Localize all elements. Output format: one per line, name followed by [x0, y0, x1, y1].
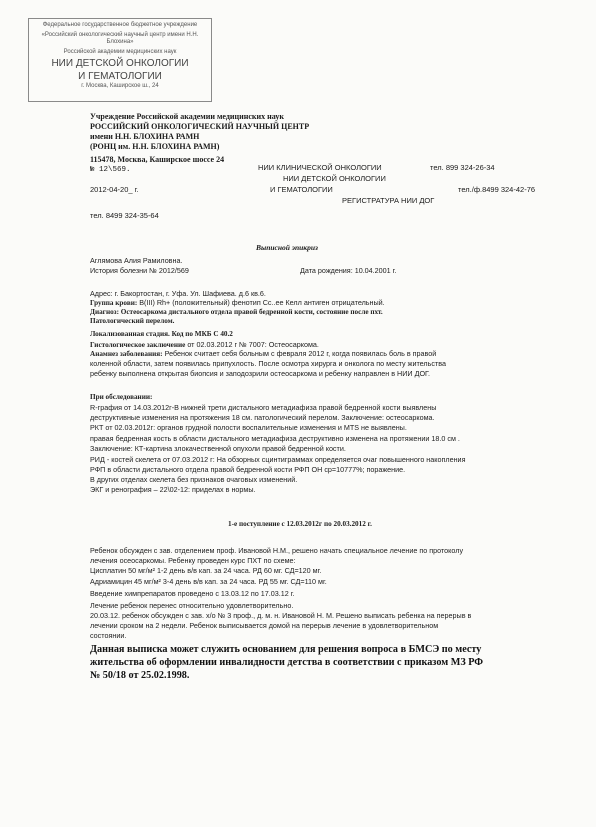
history-number: История болезни № 2012/569 [90, 266, 189, 275]
institution-stamp [28, 18, 212, 102]
treatment-line: Цисплатин 50 мг/м² 1-2 день в/в кап. за 24 часа. РД 60 мг. СД=120 мг. [90, 566, 322, 575]
treatment-line: состоянии. [90, 631, 127, 640]
anamnesis-line [90, 349, 436, 359]
exam-line: деструктивные изменения на протяжения 18 см. патологический перелом. Заключение: остеосаркома. [90, 413, 435, 422]
anamnesis-label: Анамнез заболевания: [90, 350, 163, 358]
exam-line: ЭКГ и ренография – 22\02-12: приделах в нормы. [90, 485, 256, 494]
exam-line: Заключение: КТ-картина злокачественной опухоли правой бедренной кости. [90, 444, 346, 453]
treatment-line: 20.03.12. ребенок обсужден с зав. х/о № 3 проф., д. м. н. Ивановой Н. М. Решено выписать ребенка на перерыв в [90, 611, 472, 620]
exam-line: РФП в области дистального отдела правой бедренной кости РФП ОН ср=10777%; поражение. [90, 465, 406, 474]
stamp-line: И ГЕМАТОЛОГИИ [78, 71, 162, 82]
admission-heading: 1-е поступление с 12.03.2012г по 20.03.2012 г. [228, 520, 372, 528]
department-phone: тел./ф.8499 324-42-76 [458, 185, 536, 194]
treatment-line: лечения осеосаркомы. Ребенку проведен курс ПХТ по схеме: [90, 556, 296, 565]
stage: Локализованная стадия. Код по МКБ С 40.2 [90, 330, 233, 338]
treatment-line: Введение химпрепаратов проведено с 13.03.12 по 17.03.12 г. [90, 589, 295, 598]
document-title: Выписной эпикриз [256, 243, 318, 252]
diagnosis-value: Остеосаркома дистального отдела правой бедренной кости, состояние после пхт. [118, 308, 383, 316]
patient-address: Адрес: г. Бакортостан, г. Уфа. Ул. Шафиева. д.6 кв.6. [90, 289, 266, 298]
document-date: 2012-04-20_ г. [90, 185, 139, 194]
stamp-line: «Российский онкологический научный центр имени Н.Н. Блохина» [41, 32, 199, 45]
blood-group-label: Группа крови: [90, 299, 138, 307]
anamnesis-text: Ребенок считает себя больным с февраля 2012 г, когда появилась боль в правой [162, 349, 437, 358]
department-name: НИИ КЛИНИЧЕСКОЙ ОНКОЛОГИИ [258, 163, 382, 172]
birth-date: Дата рождения: 10.04.2001 г. [300, 266, 397, 275]
final-statement-line: жительства об оформлении инвалидности детства в соответствии с приказом МЗ РФ [90, 657, 484, 668]
diagnosis-line2: Патологический перелом. [90, 317, 175, 325]
exam-heading: При обследовании: [90, 393, 153, 401]
treatment-line: Ребенок обсужден с зав. отделением проф. Ивановой Н.М., решено начать специальное лечение по протоколу [90, 546, 464, 555]
final-statement-line: № 50/18 от 25.02.1998. [90, 670, 190, 681]
document-number: № 12\569. [90, 166, 131, 174]
stamp-line: г. Москва, Каширское ш., 24 [81, 83, 159, 89]
stamp-line: Российской академии медицинских наук [63, 49, 177, 55]
department-name: И ГЕМАТОЛОГИИ [270, 185, 333, 194]
header-address: 115478, Москва, Каширское шоссе 24 [90, 155, 225, 164]
histology-value: от 02.03.2012 г № 7007: Остеосаркома. [185, 340, 319, 349]
patient-name: Аглямова Алия Рамиловна. [90, 256, 183, 265]
department-name: НИИ ДЕТСКОЙ ОНКОЛОГИИ [283, 174, 386, 183]
histology-label: Гистологическое заключение [90, 341, 186, 349]
stamp-line: НИИ ДЕТСКОЙ ОНКОЛОГИИ [51, 58, 189, 69]
header-phone: тел. 8499 324-35-64 [90, 211, 159, 220]
blood-group-value: B(III) Rh+ (положительный) фенотип Cc..ee Келл антиген отрицательный. [137, 298, 385, 307]
exam-line: РИД - костей скелета от 07.03.2012 г: На обзорных сцинтиграммах определяется очаг повышенного накопления [90, 455, 466, 464]
department-name: РЕГИСТРАТУРА НИИ ДОГ [342, 196, 435, 205]
exam-line: правая бедренная кость в области дистального метадиафиза деструктивно изменена на протяжении 18.0 см . [90, 434, 460, 443]
treatment-line: Лечение ребенок перенес относительно удовлетворительно. [90, 601, 294, 610]
department-phone: тел. 899 324-26-34 [430, 163, 495, 172]
diagnosis [90, 307, 383, 317]
header-line: (РОНЦ им. Н.Н. БЛОХИНА РАМН) [90, 142, 220, 151]
header-line: имени Н.Н. БЛОХИНА РАМН [90, 132, 200, 141]
exam-line: R-графия от 14.03.2012г-В нижней трети дистального метадиафиза правой бедренной кости выявлены [90, 403, 437, 412]
diagnosis-label: Диагноз: [90, 308, 119, 316]
header-line: РОССИЙСКИЙ ОНКОЛОГИЧЕСКИЙ НАУЧНЫЙ ЦЕНТР [90, 122, 310, 131]
anamnesis-line: коленной области, затем появилась припухлость. После осмотра хирурга и онколога по месту жительства [90, 359, 446, 368]
anamnesis-line: ребенку выполнена открытая биопсия и заподозрили остеосаркома и ребенку направлен в НИИ ДОГ. [90, 369, 431, 378]
final-statement-line: Данная выписка может служить основанием для решения вопроса в БМСЭ по месту [90, 644, 482, 655]
stamp-line: Федеральное государственное бюджетное учреждение [42, 22, 198, 28]
header-line: Учреждение Российской академии медицинских наук [90, 112, 284, 121]
treatment-line: Адриамицин 45 мг/м² 3-4 день в/в кап. за 24 часа. РД 55 мг. СД=110 мг. [90, 577, 327, 586]
exam-line: РКТ от 02.03.2012г: органов грудной полости воспалительные изменения и MTS не выявлены. [90, 423, 407, 432]
treatment-line: лечении сроком на 2 недели. Ребенок выписывается домой на перерыв лечение в удовлетворительном [90, 621, 439, 630]
exam-line: В других отделах скелета без признаков очаговых изменений. [90, 475, 298, 484]
